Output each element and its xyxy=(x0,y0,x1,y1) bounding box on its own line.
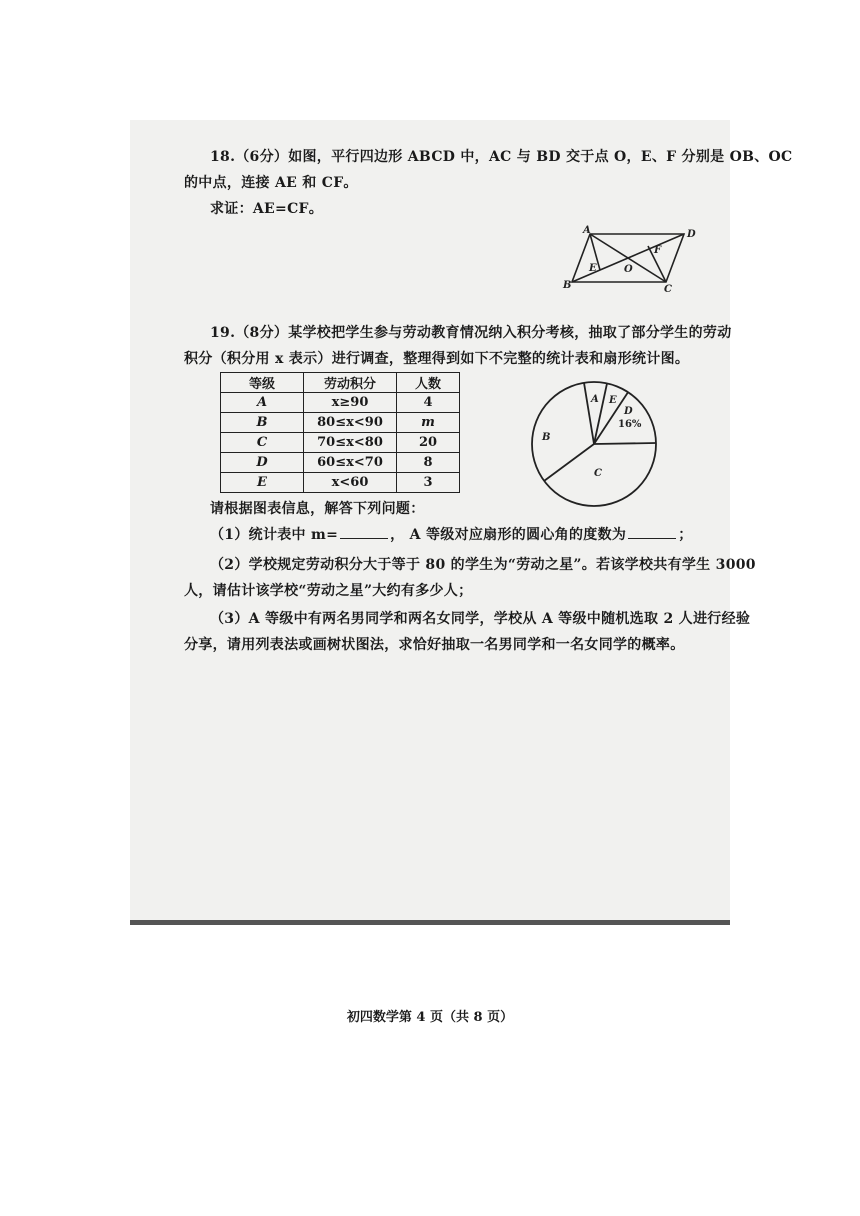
pie-label-e: E xyxy=(609,395,617,406)
table-cell: 3 xyxy=(397,473,460,493)
table-cell: 70≤x<80 xyxy=(304,433,397,453)
q19-line1: 19.（8分）某学校把学生参与劳动教育情况纳入积分考核，抽取了部分学生的劳动 xyxy=(210,325,732,341)
table-cell: x<60 xyxy=(304,473,397,493)
page-footer: 初四数学第 4 页（共 8 页） xyxy=(346,1010,514,1025)
grade-statistics-table xyxy=(220,372,460,493)
q19-part1-b: ， A 等级对应扇形的圆心角的度数为 xyxy=(390,527,627,543)
table-row xyxy=(221,393,460,413)
q19-part3-line1: （3）A 等级中有两名男同学和两名女同学，学校从 A 等级中随机选取 2 人进行经验 xyxy=(210,611,751,627)
table-row xyxy=(221,453,460,473)
table-header: 劳动积分 xyxy=(304,373,397,393)
label-b: B xyxy=(563,280,572,291)
q19-line2: 积分（积分用 x 表示）进行调查，整理得到如下不完整的统计表和扇形统计图。 xyxy=(184,351,690,367)
answer-blank-angle xyxy=(628,526,676,539)
table-header: 人数 xyxy=(397,373,460,393)
label-o: O xyxy=(624,264,633,275)
table-row xyxy=(221,413,460,433)
parallelogram-figure xyxy=(558,222,708,294)
table-cell: D xyxy=(221,453,304,473)
q19-part3-line2: 分享，请用列表法或画树状图法，求恰好抽取一名男同学和一名女同学的概率。 xyxy=(184,637,685,653)
table-header-row xyxy=(221,373,460,393)
page-bottom-rule xyxy=(130,920,730,925)
table-cell: 8 xyxy=(397,453,460,473)
table-row xyxy=(221,473,460,493)
pie-label-a: A xyxy=(591,394,599,405)
q19-part2-line1: （2）学校规定劳动积分大于等于 80 的学生为“劳动之星”。若该学校共有学生 3000 xyxy=(210,557,756,573)
pie-label-d-percent: 16% xyxy=(618,419,642,430)
label-f: F xyxy=(654,245,662,256)
q19-part1-a: （1）统计表中 m= xyxy=(210,527,339,543)
pie-chart xyxy=(528,378,660,510)
table-cell: 4 xyxy=(397,393,460,413)
q19-intro: 请根据图表信息，解答下列问题： xyxy=(210,501,425,517)
q19-part1 xyxy=(210,524,693,544)
table-cell: 20 xyxy=(397,433,460,453)
table-cell: m xyxy=(397,413,460,433)
label-d: D xyxy=(687,229,696,240)
table-header: 等级 xyxy=(221,373,304,393)
q19-part1-c: ； xyxy=(678,527,693,543)
q19-part2-line2: 人，请估计该学校“劳动之星”大约有多少人； xyxy=(184,583,473,599)
label-a: A xyxy=(583,225,591,236)
pie-label-b: B xyxy=(542,432,551,443)
table-cell: 80≤x<90 xyxy=(304,413,397,433)
table-cell: C xyxy=(221,433,304,453)
table-row xyxy=(221,433,460,453)
label-c: C xyxy=(664,284,672,294)
pie-label-d: D xyxy=(624,406,633,417)
pie-label-c: C xyxy=(594,468,602,479)
table-cell: A xyxy=(221,393,304,413)
pie-divider-c-b xyxy=(544,444,594,481)
label-e: E xyxy=(589,263,597,274)
pie-divider-a-b xyxy=(584,383,594,444)
table-cell: x≥90 xyxy=(304,393,397,413)
q18-line2: 的中点，连接 AE 和 CF。 xyxy=(184,175,358,191)
pie-divider-d-c xyxy=(594,443,656,444)
q18-line1: 18.（6分）如图，平行四边形 ABCD 中，AC 与 BD 交于点 O，E、F 分别是 OB、OC xyxy=(210,149,793,165)
q18-prove: 求证：AE=CF。 xyxy=(210,201,324,217)
answer-blank-m xyxy=(340,526,388,539)
table-cell: 60≤x<70 xyxy=(304,453,397,473)
table-cell: B xyxy=(221,413,304,433)
table-cell: E xyxy=(221,473,304,493)
